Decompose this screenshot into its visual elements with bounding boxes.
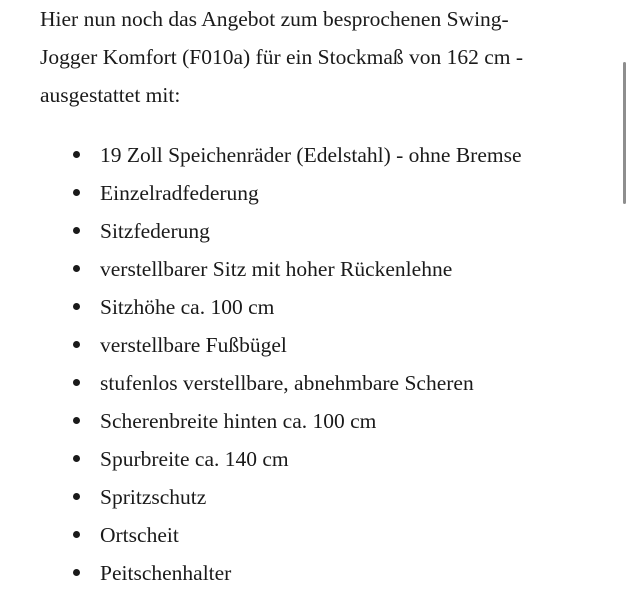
bullet-icon xyxy=(73,531,80,538)
bullet-icon xyxy=(73,379,80,386)
feature-list xyxy=(73,136,522,592)
feature-label: Scherenbreite hinten ca. 100 cm xyxy=(100,409,377,433)
vertical-scrollbar[interactable] xyxy=(622,0,630,600)
bullet-icon xyxy=(73,455,80,462)
feature-item xyxy=(73,326,522,364)
feature-label: Peitschenhalter xyxy=(100,561,232,585)
bullet-icon xyxy=(73,189,80,196)
feature-item xyxy=(73,174,522,212)
feature-item xyxy=(73,364,522,402)
bullet-icon xyxy=(73,417,80,424)
intro-line: ausgestattet mit: xyxy=(40,83,181,107)
feature-item xyxy=(73,212,522,250)
feature-item xyxy=(73,250,522,288)
feature-label: verstellbarer Sitz mit hoher Rückenlehne xyxy=(100,257,453,281)
feature-item xyxy=(73,516,522,554)
feature-label: Einzelradfederung xyxy=(100,181,259,205)
bullet-icon xyxy=(73,265,80,272)
feature-label: verstellbare Fußbügel xyxy=(100,333,287,357)
scrollbar-thumb[interactable] xyxy=(623,62,626,204)
bullet-icon xyxy=(73,227,80,234)
feature-label: Sitzfederung xyxy=(100,219,210,243)
bullet-icon xyxy=(73,151,80,158)
feature-item xyxy=(73,136,522,174)
message-body xyxy=(40,0,600,585)
feature-item xyxy=(73,402,522,440)
feature-label: 19 Zoll Speichenräder (Edelstahl) - ohne Bremse xyxy=(100,143,522,167)
feature-label: Spritzschutz xyxy=(100,485,207,509)
bullet-icon xyxy=(73,569,80,576)
bullet-icon xyxy=(73,493,80,500)
bullet-icon xyxy=(73,303,80,310)
feature-label: Ortscheit xyxy=(100,523,179,547)
bullet-icon xyxy=(73,341,80,348)
feature-label: Sitzhöhe ca. 100 cm xyxy=(100,295,275,319)
feature-label: stufenlos verstellbare, abnehmbare Scheren xyxy=(100,371,474,395)
intro-text xyxy=(40,0,600,114)
feature-item xyxy=(73,554,522,592)
intro-line: Hier nun noch das Angebot zum besprochenen Swing- xyxy=(40,7,509,31)
feature-item xyxy=(73,440,522,478)
feature-label: Spurbreite ca. 140 cm xyxy=(100,447,289,471)
feature-item xyxy=(73,288,522,326)
feature-item xyxy=(73,478,522,516)
intro-line: Jogger Komfort (F010a) für ein Stockmaß von 162 cm - xyxy=(40,45,524,69)
